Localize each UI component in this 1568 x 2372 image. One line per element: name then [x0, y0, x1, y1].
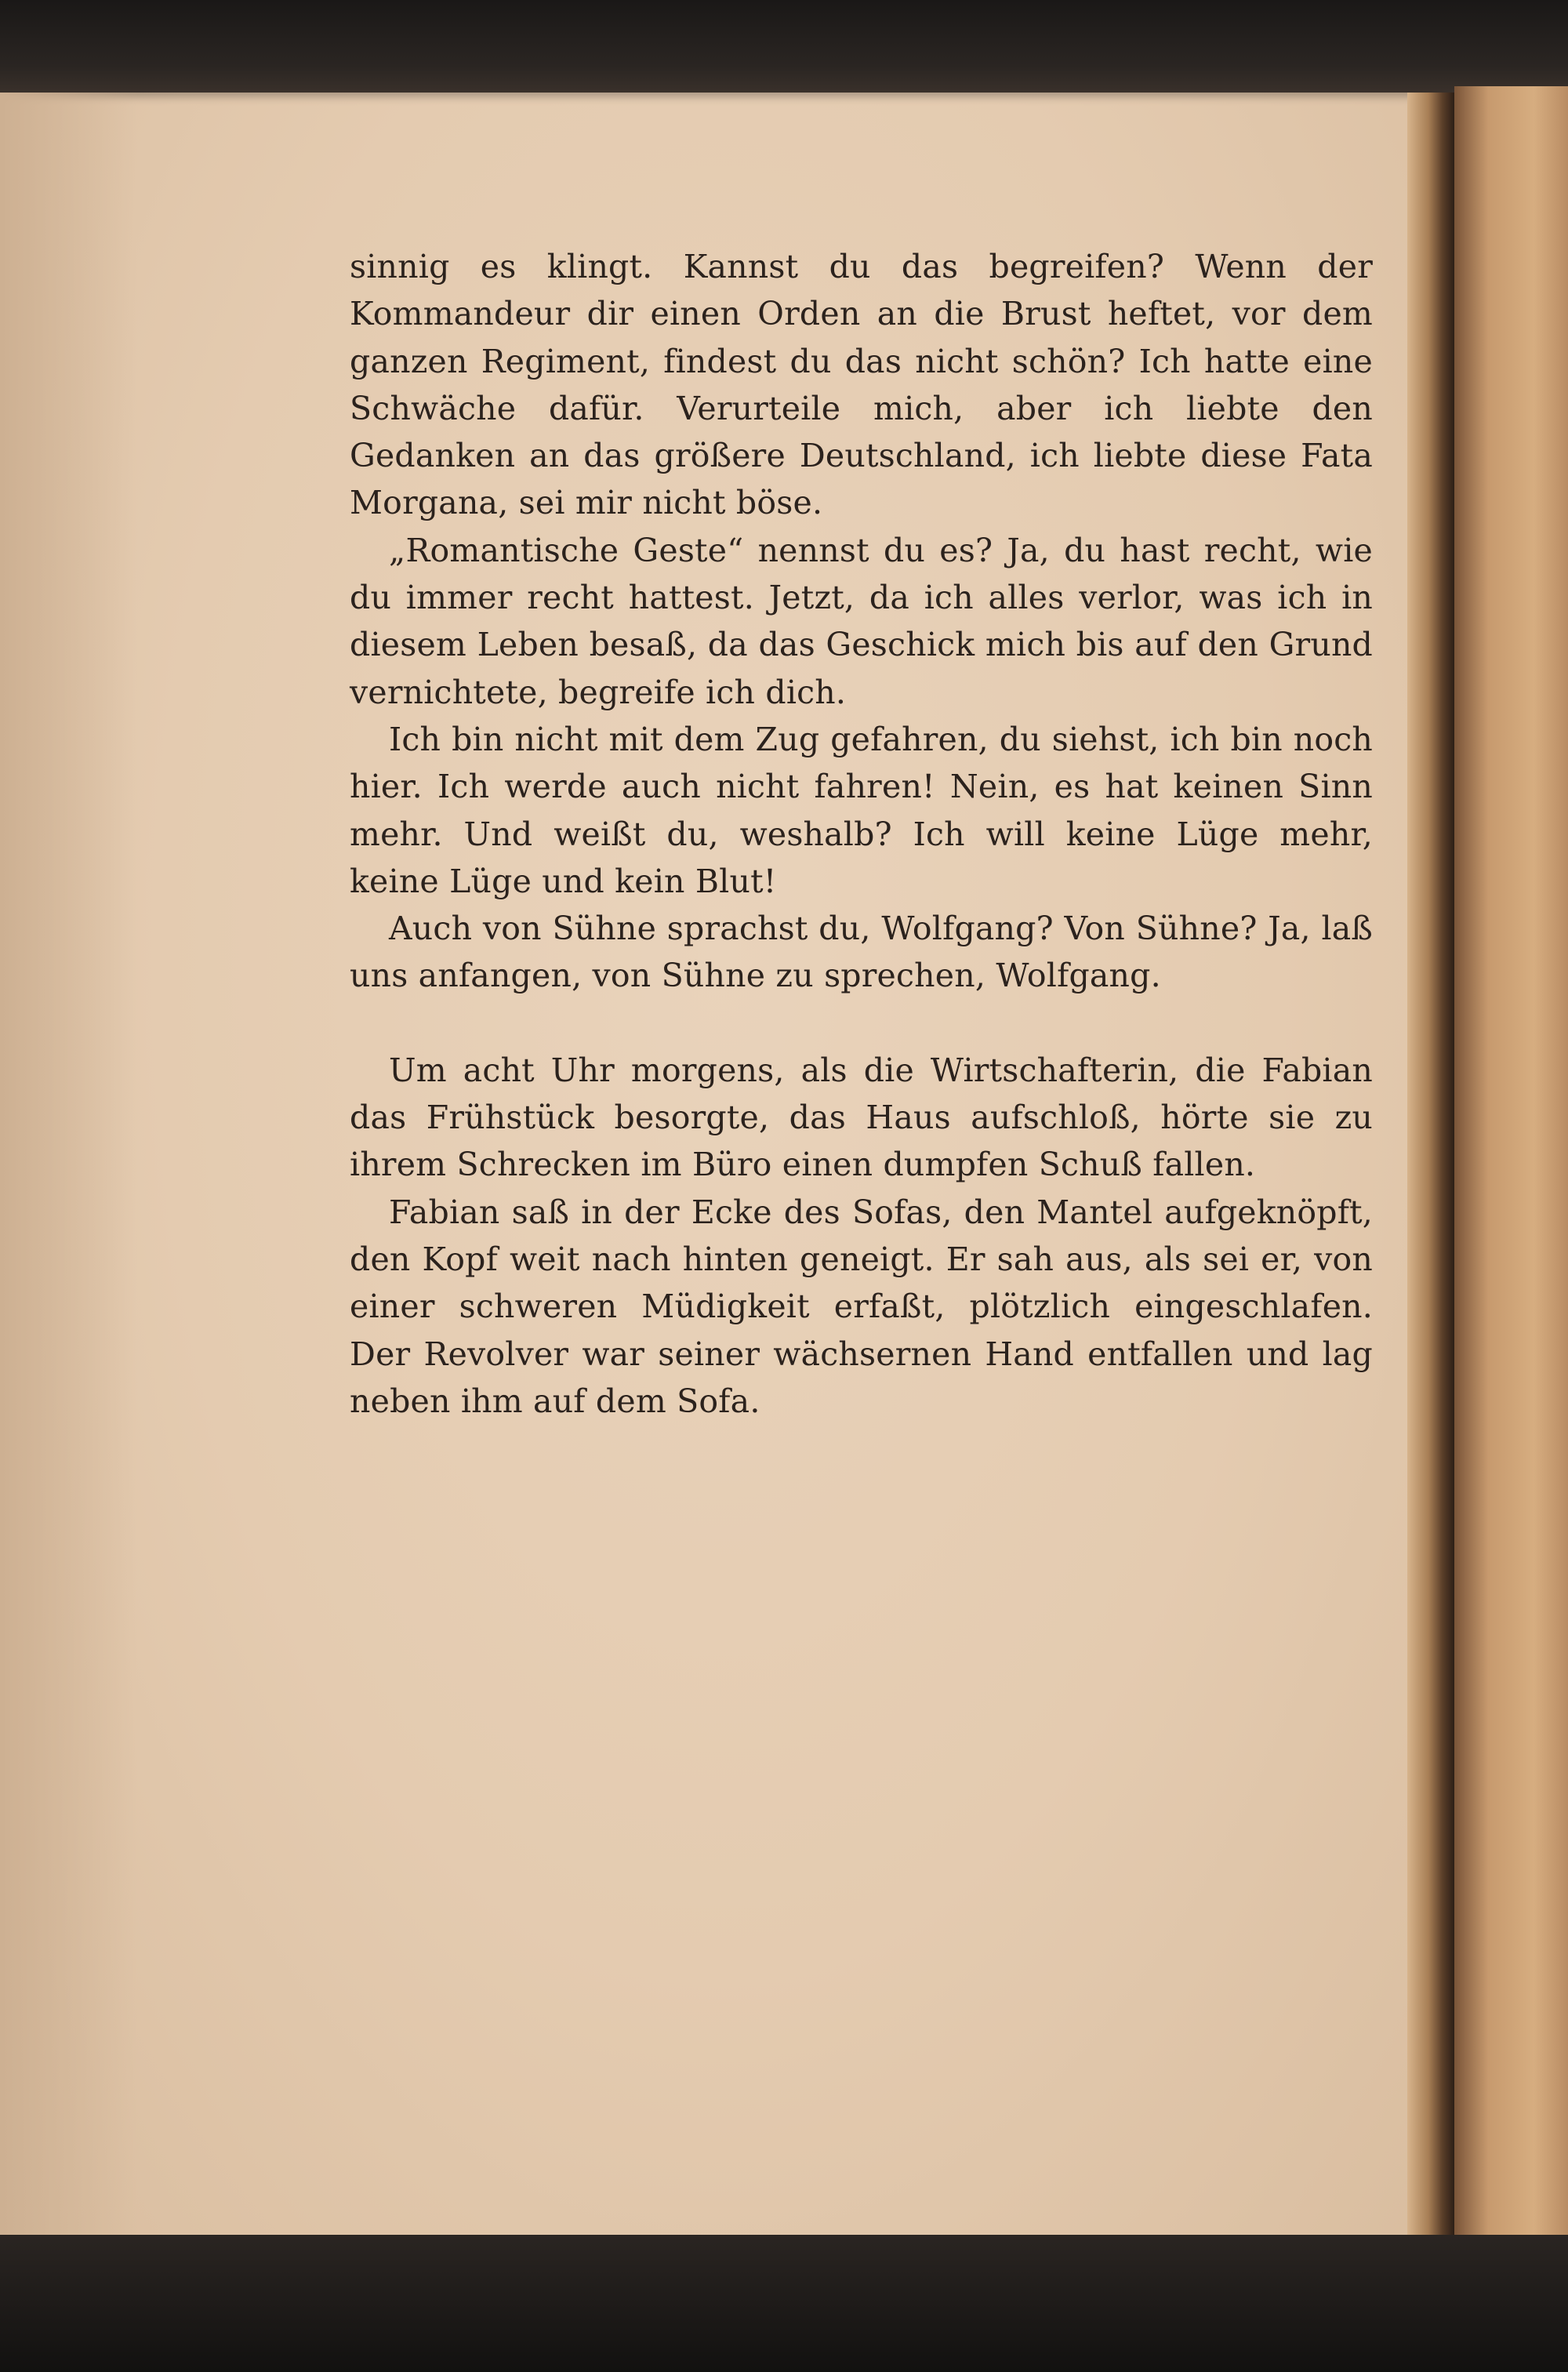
paragraph: „Romantische Geste“ nennst du es? Ja, du hast recht, wie du immer recht hattest. Jetzt, da ich alles verlor, was ich in diesem Leben besaß, da das Geschick mich bis auf den Grund vernichtete, begreife ich dich.: [350, 531, 1373, 711]
paragraph: sinnig es klingt. Kannst du das begreifen? Wenn der Kommandeur dir einen Orden an die Brust heftet, vor dem ganzen Regiment, findest du das nicht schön? Ich hatte eine Schwäche dafür. Verurteile mich, aber ich liebte den Gedanken an das größere Deutschland, ich liebte diese Fata Morgana, sei mir nicht böse.: [350, 248, 1373, 522]
page-text: [350, 243, 1373, 1425]
book-top-edge: [0, 0, 1568, 94]
paragraph: Auch von Sühne sprachst du, Wolfgang? Von Sühne? Ja, laß uns anfangen, von Sühne zu sprechen, Wolfgang.: [350, 910, 1373, 995]
section-break: [350, 1000, 1373, 1047]
adjacent-page-edge: [1454, 86, 1568, 2282]
page-fold-shadow: [1407, 93, 1454, 2261]
paragraph: Ich bin nicht mit dem Zug gefahren, du siehst, ich bin noch hier. Ich werde auch nicht fahren! Nein, es hat keinen Sinn mehr. Und weißt du, weshalb? Ich will keine Lüge mehr, keine Lüge und kein Blut!: [350, 720, 1373, 900]
paragraph: Fabian saß in der Ecke des Sofas, den Mantel aufgeknöpft, den Kopf weit nach hinten geneigt. Er sah aus, als sei er, von einer schweren Müdigkeit erfaßt, plötzlich eingeschlafen. Der Revolver war seiner wächsernen Hand entfallen und lag neben ihm auf dem Sofa.: [350, 1193, 1373, 1420]
page-gutter-shade: [0, 93, 137, 2261]
book-bottom-edge: [0, 2235, 1568, 2372]
paragraph: Um acht Uhr morgens, als die Wirtschafterin, die Fabian das Frühstück besorgte, das Haus aufschloß, hörte sie zu ihrem Schrecken im Büro einen dumpfen Schuß fallen.: [350, 1051, 1373, 1184]
